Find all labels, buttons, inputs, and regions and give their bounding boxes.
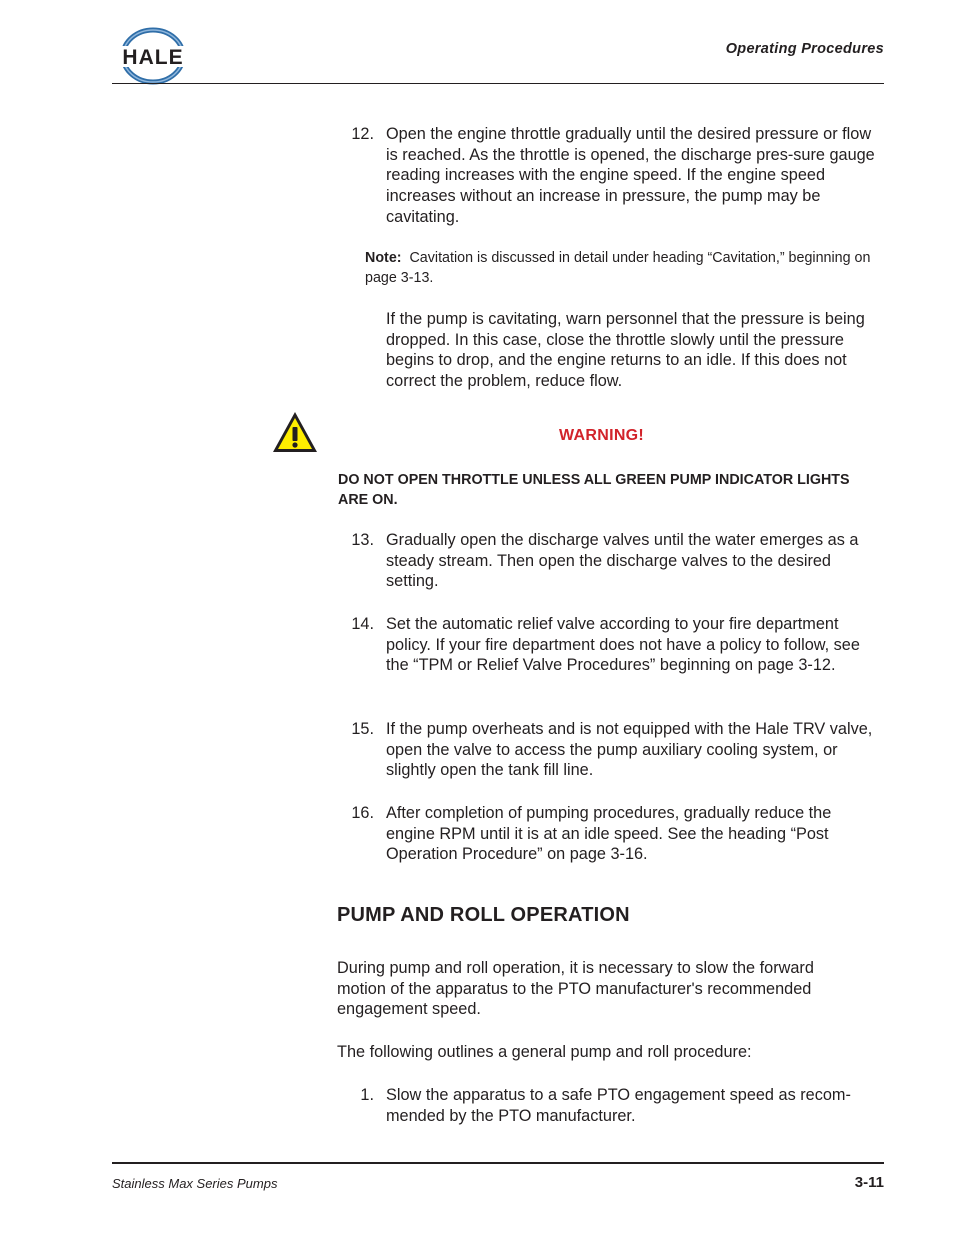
list-item	[338, 719, 884, 781]
page-number: 3-11	[854, 1174, 884, 1191]
header-title: Operating Procedures	[725, 41, 884, 57]
section-heading: PUMP AND ROLL OPERATION	[337, 904, 630, 926]
step-text: If the pump overheats and is not equipped with the Hale TRV valve, open the valve to access the pump auxiliary cooling system, or slightly open the tank fill line.	[386, 720, 873, 780]
note-label: Note:	[365, 250, 402, 266]
cavitation-paragraph: If the pump is cavitating, warn personnel that the pressure is being dropped. In this case, close the throttle slowly until the pressure begins to drop, and the engine returns to an idle. If this does not correct the problem, reduce flow.	[386, 310, 865, 391]
step-number: 12.	[351, 125, 374, 143]
warning-title: WARNING!	[559, 427, 645, 444]
step-number: 1.	[360, 1086, 374, 1104]
hale-logo	[111, 27, 195, 85]
warning-triangle-icon	[271, 410, 319, 454]
step-number: 15.	[351, 720, 374, 738]
step-text: Slow the apparatus to a safe PTO engagement speed as recom-mended by the PTO manufacturer.	[386, 1086, 851, 1125]
step-number: 13.	[351, 531, 374, 549]
logo-text: HALE	[122, 46, 184, 69]
list-item	[338, 124, 884, 228]
step-text: Gradually open the discharge valves until the water emerges as a steady stream. Then open the discharge valves to the desired setting.	[386, 531, 859, 591]
step-text: Open the engine throttle gradually until the desired pressure or flow is reached. As the throttle is opened, the discharge pres-sure gauge reading increases with the engine speed. If the engine speed increases without an increase in pressure, the pump may be cavitating.	[386, 125, 875, 226]
section-paragraph: During pump and roll operation, it is necessary to slow the forward motion of the apparatus to the PTO manufacturer's recommended engagement speed.	[337, 959, 814, 1019]
list-item	[338, 803, 884, 865]
note-text: Cavitation is discussed in detail under heading “Cavitation,” beginning on page 3-13.	[365, 250, 871, 286]
header-rule	[112, 83, 884, 84]
step-number: 16.	[351, 804, 374, 822]
footer-rule	[112, 1162, 884, 1164]
section-paragraph: The following outlines a general pump and roll procedure:	[337, 1043, 752, 1061]
step-text: Set the automatic relief valve according to your fire department policy. If your fire department does not have a policy to follow, see the “TPM or Relief Valve Procedures” beginning on page 3-12.	[386, 615, 860, 675]
list-item	[338, 1085, 884, 1126]
warning-text: DO NOT OPEN THROTTLE UNLESS ALL GREEN PUMP INDICATOR LIGHTS ARE ON.	[338, 472, 850, 508]
list-item	[338, 614, 884, 676]
note	[365, 248, 885, 288]
step-number: 14.	[351, 615, 374, 633]
list-item	[338, 530, 884, 592]
footer-title: Stainless Max Series Pumps	[112, 1176, 278, 1191]
step-text: After completion of pumping procedures, gradually reduce the engine RPM until it is at an idle speed. See the heading “Post Operation Procedure” on page 3-16.	[386, 804, 832, 864]
